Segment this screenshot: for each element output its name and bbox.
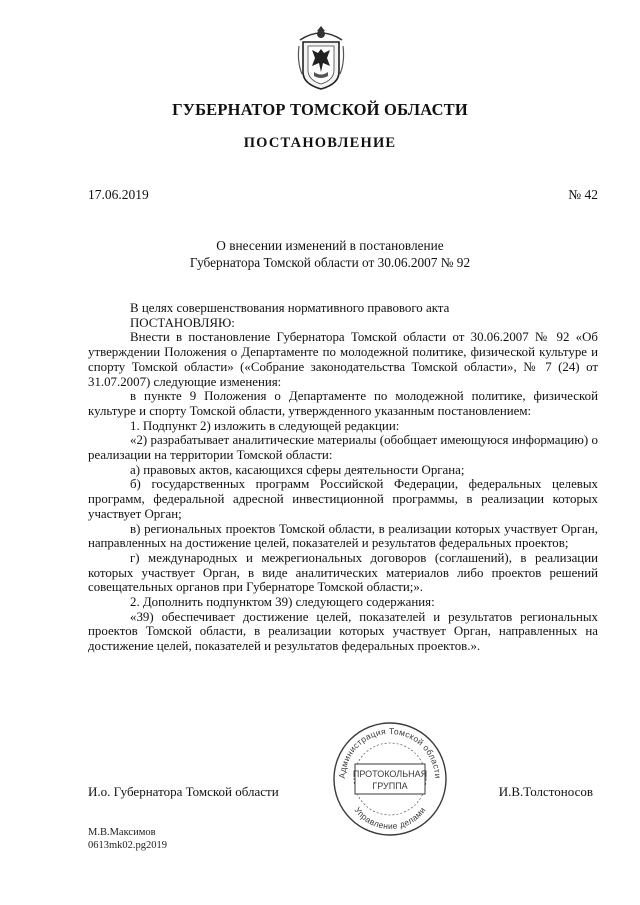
document-type: ПОСТАНОВЛЕНИЕ	[243, 135, 397, 151]
coat-of-arms-icon	[296, 22, 346, 92]
signatory-position: И.о. Губернатора Томской области	[88, 784, 279, 799]
stamp-outer-top-text: Администрация Томской области	[336, 725, 444, 779]
document-date: 17.06.2019	[88, 187, 149, 202]
subject-line-2: Губернатора Томской области от 30.06.2007 № 92	[189, 255, 471, 270]
footer-file-code: 0613mk02.pg2019	[88, 840, 168, 851]
body-paragraph: г) международных и межрегиональных договоров (соглашений), в реализации которых участвует Орган, в виде аналитических материалов либо проектов решений совещательных органов при Губернаторе Томской области;».	[88, 550, 598, 595]
body-paragraph: ПОСТАНОВЛЯЮ:	[130, 315, 235, 330]
body-paragraph: Внести в постановление Губернатора Томской области от 30.06.2007 № 92 «Об утверждении Положения о Департаменте по молодежной политике, физической культуре и спорту Томской области» («Собрание законодательства Томской области», № 7 (24) от 31.07.2007) следующие изменения:	[88, 330, 598, 389]
body-paragraph: б) государственных программ Российской Федерации, федеральных целевых программ, федеральной адресной инвестиционной программы, в реализации которых участвует Орган;	[88, 477, 598, 521]
body-paragraph: «2) разрабатывает аналитические материалы (обобщает имеющуюся информацию) о реализации на территории Томской области:	[88, 433, 598, 463]
body-paragraph: 2. Дополнить подпунктом 39) следующего содержания:	[130, 595, 435, 610]
footer-author: М.В.Максимов	[88, 827, 156, 838]
document-footer	[88, 826, 167, 852]
stamp-outer-bottom-text: Управление делами	[352, 805, 428, 832]
body-paragraph: в) региональных проектов Томской области, в реализации которых участвует Орган, направленных на достижение целей, показателей и результатов федеральных проектов;	[88, 521, 598, 551]
issuer-title: ГУБЕРНАТОР ТОМСКОЙ ОБЛАСТИ	[172, 100, 468, 119]
subject-line-1: О внесении изменений в постановление	[216, 238, 444, 253]
document-body	[88, 301, 598, 654]
document-subject	[0, 237, 640, 271]
body-paragraph: В целях совершенствования нормативного правового акта	[130, 301, 450, 315]
body-paragraph: а) правовых актов, касающихся сферы деятельности Органа;	[130, 462, 465, 477]
stamp-inner-line-1: ПРОТОКОЛЬНАЯ	[352, 769, 428, 779]
official-stamp	[331, 720, 449, 838]
body-paragraph: «39) обеспечивает достижение целей, показателей и результатов региональных проектов Томской области, в реализации которых участвует Орган, направленных на достижение целей, показателей и результатов федеральных проектов.».	[88, 609, 598, 654]
stamp-inner-line-2: ГРУППА	[372, 781, 408, 791]
body-paragraph: 1. Подпункт 2) изложить в следующей редакции:	[130, 418, 400, 433]
body-paragraph: в пункте 9 Положения о Департаменте по молодежной политике, физической культуре и спорту Томской области, утвержденного указанным постановлением:	[88, 389, 598, 418]
document-number: № 42	[568, 187, 598, 202]
signatory-name: И.В.Толстоносов	[498, 784, 593, 799]
